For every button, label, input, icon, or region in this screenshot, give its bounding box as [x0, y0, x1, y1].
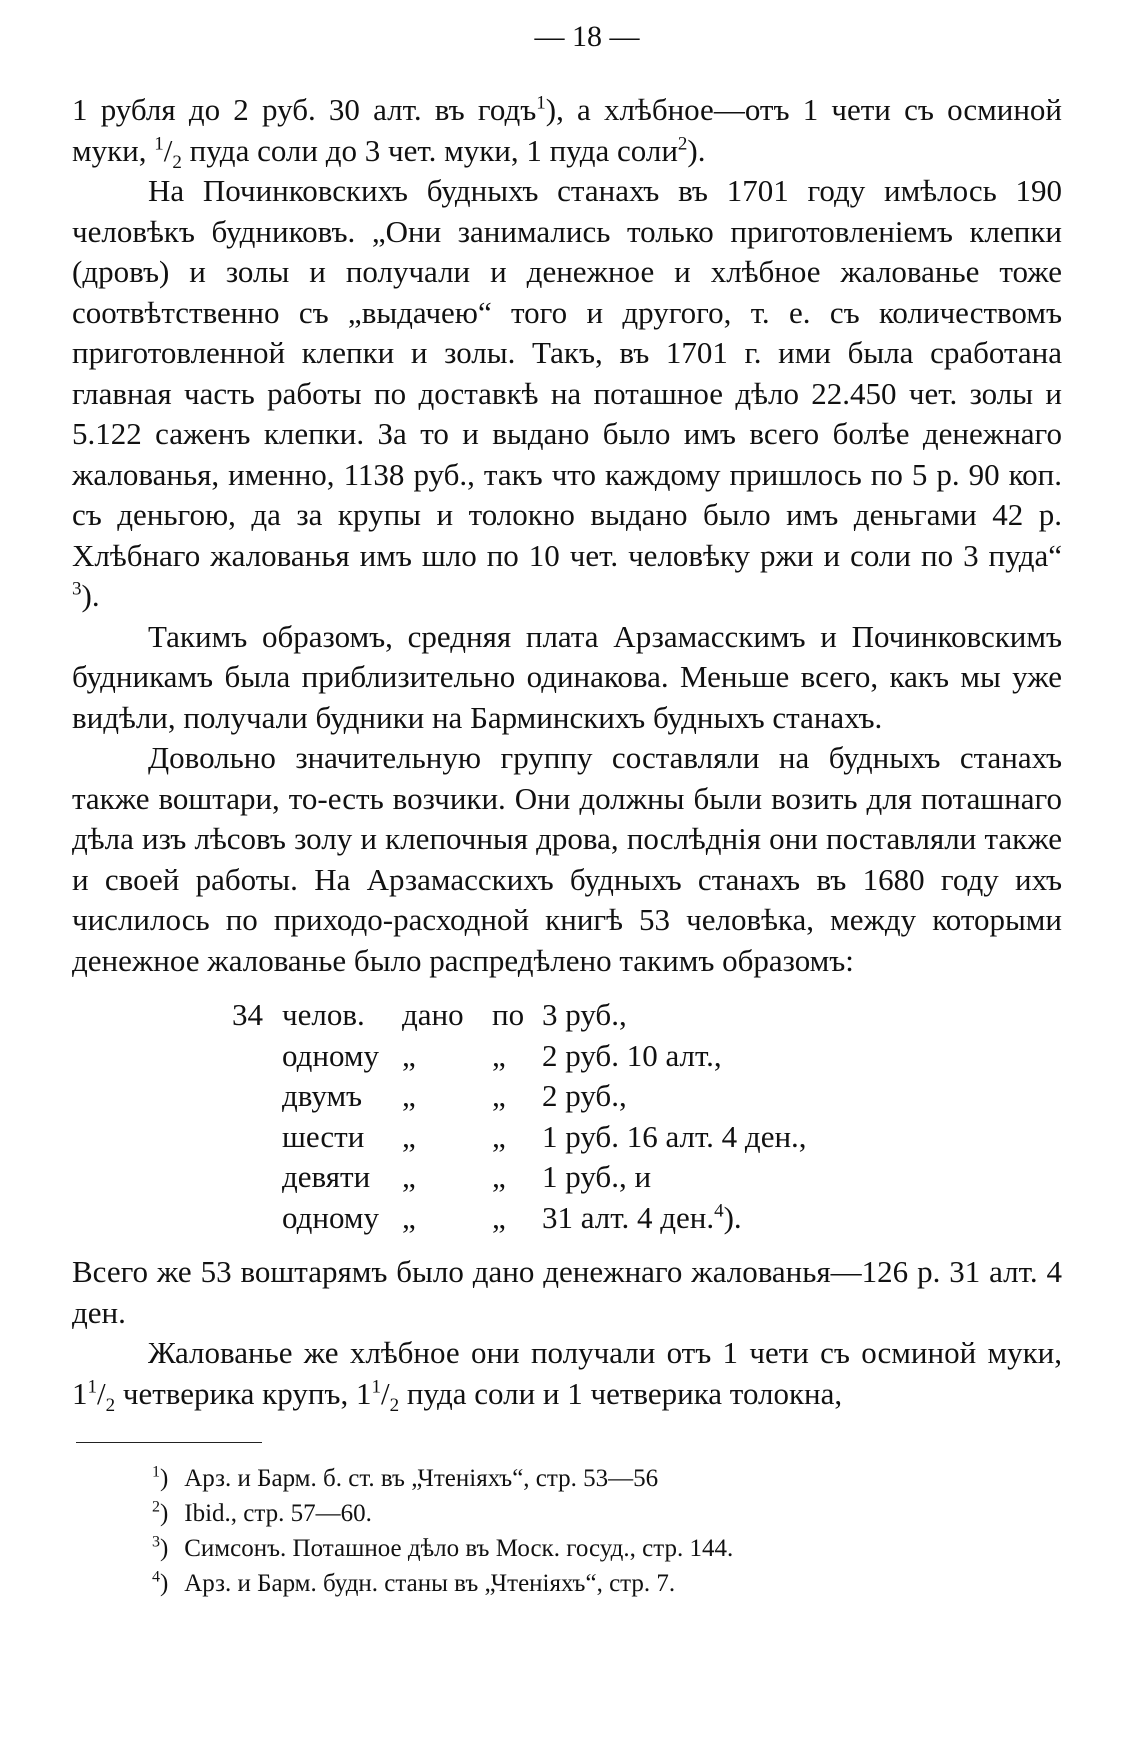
fraction: $^1/_2$: [371, 1375, 400, 1416]
paragraph-text: ), а хлѣбное—отъ 1 чети съ осминой муки,: [72, 92, 1063, 168]
fraction-denominator: 2: [389, 1394, 400, 1416]
fraction: $^1/_2$: [154, 132, 182, 173]
footnote-number: 2: [152, 1498, 160, 1516]
amount-text: 2 руб. 10 алт.,: [542, 1037, 722, 1073]
table-cell-amount: [542, 1157, 807, 1198]
fraction-numerator: 1: [371, 1376, 381, 1398]
table-cell-who: двумъ: [282, 1078, 363, 1113]
amount-text: 1 руб., и: [542, 1159, 652, 1194]
fraction: $^1/_2$: [87, 1375, 116, 1416]
table-row: [232, 1117, 807, 1158]
table-cell-amount: [542, 995, 807, 1036]
footnote: [152, 1566, 1062, 1601]
paragraph-text: ).: [81, 578, 100, 613]
table-cell-who: одному: [282, 1199, 379, 1235]
fraction-denominator: 2: [105, 1394, 116, 1416]
paragraph-text: пуда соли и 1 четверика толокна,: [406, 1375, 843, 1411]
footnotes: [152, 1461, 1062, 1601]
table-cell-who: шести: [282, 1118, 365, 1154]
table-row: [232, 1198, 807, 1239]
footnote-marker: $^4$): [152, 1568, 169, 1597]
paragraph-text: пуда соли до 3 чет. муки, 1 пуда соли: [189, 132, 678, 168]
table-row: [232, 1157, 807, 1198]
amount-text: 31 алт. 4 ден.: [542, 1199, 715, 1235]
footnote-text: Арз. и Барм. будн. станы въ „Чтеніяхъ“, стр. 7.: [184, 1570, 676, 1597]
footnote-number: 1: [152, 1463, 160, 1481]
footnote-marker: $^3$): [152, 1533, 169, 1562]
footnote: [152, 1496, 1062, 1531]
paragraph-text: На Починковскихъ будныхъ станахъ въ 1701 году имѣлось 190 человѣкъ будниковъ. „Они занимались только приготовленіемъ клепки (дровъ) и золы и получали и денежное и хлѣбное жалованье тоже соотвѣтственно съ „выдачею“ того и другого, т. е. съ количествомъ приготовленной клепки и золы. Такъ, въ 1701 г. ими была сработана главная часть работы по доставкѣ на поташное дѣло 22.450 чет. золы и 5.122 саженъ клепки. За то и выдано было имъ всего болѣе денежнаго жалованья, именно, 1138 руб., такъ что каждому пришлось по 5 р. 90 коп. съ деньгою, да за крупы и толокно выдано было имъ деньгами 42 р. Хлѣбнаго жалованья имъ шло по 10 чет. человѣку ржи и соли по 3 пуда“: [72, 173, 1062, 573]
amount-text: 3 руб.,: [542, 997, 627, 1032]
table-cell-amount: [542, 1117, 807, 1158]
paragraph-3: Такимъ образомъ, средняя плата Арзамасскимъ и Починковскимъ будникамъ была приблизительно одинакова. Меньше всего, какъ мы уже видѣли, получали будники на Барминскихъ будныхъ станахъ.: [72, 618, 1062, 735]
table-cell-po: „: [492, 1078, 506, 1113]
footnote-marker: $^1$): [152, 1463, 169, 1492]
paragraph-text: Жалованье же хлѣбное они получали отъ 1 чети съ осминой муки, 1: [72, 1335, 1062, 1411]
table-cell-dano: „: [402, 1078, 416, 1113]
footnote-ref[interactable]: 4: [714, 1200, 724, 1222]
table-cell-count: [232, 1157, 282, 1198]
footnote-number: 4: [152, 1568, 160, 1586]
fraction-denominator: 2: [172, 151, 182, 173]
fraction-numerator: 1: [87, 1376, 97, 1398]
table-row: [232, 1076, 807, 1117]
table-cell-amount: [542, 1198, 807, 1239]
paragraph-1: [72, 90, 1062, 171]
table-row: [232, 1036, 807, 1077]
table-cell-count: [232, 1117, 282, 1158]
table-cell-amount: [542, 1036, 807, 1077]
table-cell-count: [232, 1076, 282, 1117]
table-cell-dano: „: [402, 1199, 416, 1235]
table-cell-po: „: [492, 1199, 506, 1235]
footnote-divider: [76, 1442, 262, 1443]
table-cell-dano: „: [402, 1159, 416, 1194]
footnote-ref[interactable]: 3: [72, 578, 82, 600]
table-cell-po: „: [492, 1118, 506, 1154]
paragraph-text: четверика крупъ, 1: [122, 1375, 372, 1411]
fraction-numerator: 1: [154, 133, 164, 155]
amount-text: 1 руб. 16 алт. 4 ден.,: [542, 1118, 807, 1154]
footnote: [152, 1461, 1062, 1496]
footnote-text: Симсонъ. Поташное дѣло въ Моск. госуд., стр. 144.: [184, 1535, 734, 1562]
page-number: — 18 —: [534, 20, 640, 53]
table-cell-dano: дано: [402, 997, 464, 1032]
table-cell-po: „: [492, 1037, 506, 1073]
table-row: [232, 995, 807, 1036]
distribution-table: [232, 995, 807, 1238]
document-page: [72, 14, 1062, 1601]
paragraph-4: Довольно значительную группу составляли на будныхъ станахъ также воштари, то-есть возчики. Они должны были возить для поташнаго дѣла изъ лѣсовъ золу и клепочныя дрова, послѣднія они поставляли также и своей работы. На Арзамасскихъ будныхъ станахъ въ 1680 году ихъ числилось по приходо-расходной книгѣ 53 человѣка, между которыми денежное жалованье было распредѣлено такимъ образомъ:: [72, 740, 1062, 978]
table-cell-po: „: [492, 1159, 506, 1194]
footnote-text: Ibid., стр. 57—60.: [184, 1500, 372, 1527]
footnote-ref[interactable]: 1: [536, 92, 546, 114]
table-cell-amount: [542, 1076, 807, 1117]
table-cell-dano: „: [402, 1037, 416, 1073]
paragraph-2: [72, 171, 1062, 617]
table-cell-who: девяти: [282, 1159, 371, 1194]
footnote-ref[interactable]: 2: [677, 133, 688, 155]
paragraph-5: Всего же 53 воштарямъ было дано денежнаго жалованья—126 р. 31 алт. 4 ден.: [72, 1254, 1062, 1330]
paragraph-text: ).: [687, 132, 706, 168]
amount-tail: ).: [723, 1199, 742, 1235]
footnote: [152, 1531, 1062, 1566]
table-cell-who: челов.: [282, 997, 365, 1032]
table-cell-count: [232, 1198, 282, 1239]
paragraph-6: [72, 1333, 1062, 1414]
table-cell-who: одному: [282, 1037, 379, 1073]
paragraph-text: 1 рубля до 2 руб. 30 алт. въ годъ: [72, 92, 537, 127]
table-cell-count: 34: [232, 997, 263, 1032]
footnote-text: Арз. и Барм. б. ст. въ „Чтеніяхъ“, стр. 53—56: [184, 1465, 659, 1492]
footnote-number: 3: [152, 1533, 160, 1551]
footnote-marker: $^2$): [152, 1498, 169, 1527]
amount-text: 2 руб.,: [542, 1078, 627, 1113]
table-cell-dano: „: [402, 1118, 416, 1154]
table-cell-po: по: [492, 997, 525, 1032]
table-cell-count: [232, 1036, 282, 1077]
